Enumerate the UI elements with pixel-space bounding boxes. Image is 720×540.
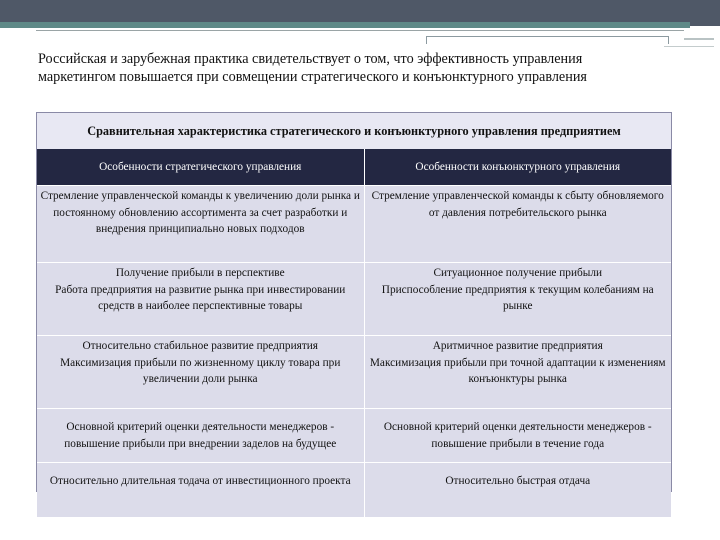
intro-text bbox=[38, 50, 678, 86]
cell-text: Работа предприятия на развитие рынка при инвестировании средств в наиболее перспективные товары bbox=[55, 283, 346, 312]
cell-text: Максимизация прибыли по жизненному циклу товара при увеличении доли рынка bbox=[60, 356, 341, 385]
table-cell-conjunctural bbox=[364, 336, 671, 409]
cell-text: Основной критерий оценки деятельности менеджеров - повышение прибыли при внедрении заделов на будущее bbox=[64, 421, 337, 450]
cell-text: Относительно быстрая отдача bbox=[445, 475, 591, 487]
table-title: Сравнительная характеристика стратегического и конъюнктурного управления предприятием bbox=[37, 113, 671, 149]
table-row bbox=[37, 336, 671, 409]
table-cell-strategic bbox=[37, 186, 364, 263]
intro-line: маркетингом повышается при совмещении стратегического и конъюнктурного управления bbox=[38, 69, 587, 85]
table-row bbox=[37, 263, 671, 336]
table-cell-conjunctural bbox=[364, 409, 671, 463]
slide-decoration-line bbox=[664, 46, 714, 47]
table-cell-conjunctural bbox=[364, 463, 671, 518]
table-cell-strategic bbox=[37, 263, 364, 336]
table-cell-strategic bbox=[37, 409, 364, 463]
slide-header-accent bbox=[0, 22, 690, 28]
cell-text: Получение прибыли в перспективе bbox=[115, 267, 285, 279]
cell-text: Максимизация прибыли при точной адаптации к изменениям конъюнктуры рынка bbox=[369, 356, 666, 385]
table-header-row bbox=[37, 149, 671, 186]
cell-text: Относительно стабильное развитие предприятия bbox=[82, 340, 318, 352]
cell-text: Стремление управленческой команды к сбыту обновляемого от давления потребительского рынка bbox=[371, 190, 664, 219]
cell-text: Приспособление предприятия к текущим колебаниям на рынке bbox=[381, 283, 654, 312]
table-row bbox=[37, 186, 671, 263]
cell-text: Основной критерий оценки деятельности менеджеров - повышение прибыли в течение года bbox=[383, 421, 652, 450]
slide-decoration-line bbox=[684, 38, 714, 40]
table-cell-strategic bbox=[37, 336, 364, 409]
column-header-conjunctural: Особенности конъюнктурного управления bbox=[364, 149, 671, 186]
table-row bbox=[37, 409, 671, 463]
table-cell-conjunctural bbox=[364, 186, 671, 263]
table-row bbox=[37, 463, 671, 518]
slide-decoration-tab bbox=[426, 36, 669, 44]
cell-text: Стремление управленческой команды к увеличению доли рынка и постоянному обновлению ассортимента за счет разработки и внедрения принципиально новых подходов bbox=[40, 190, 360, 235]
comparison-grid bbox=[37, 149, 671, 517]
comparison-table bbox=[36, 112, 672, 492]
cell-text: Относительно длительная тодача от инвестиционного проекта bbox=[49, 475, 351, 487]
intro-line: Российская и зарубежная практика свидетельствует о том, что эффективность управления bbox=[38, 51, 583, 67]
cell-text: Аритмичное развитие предприятия bbox=[432, 340, 603, 352]
cell-text: Ситуационное получение прибыли bbox=[433, 267, 603, 279]
table-cell-strategic bbox=[37, 463, 364, 518]
slide-header-rule bbox=[36, 30, 684, 31]
table-cell-conjunctural bbox=[364, 263, 671, 336]
column-header-strategic: Особенности стратегического управления bbox=[37, 149, 364, 186]
